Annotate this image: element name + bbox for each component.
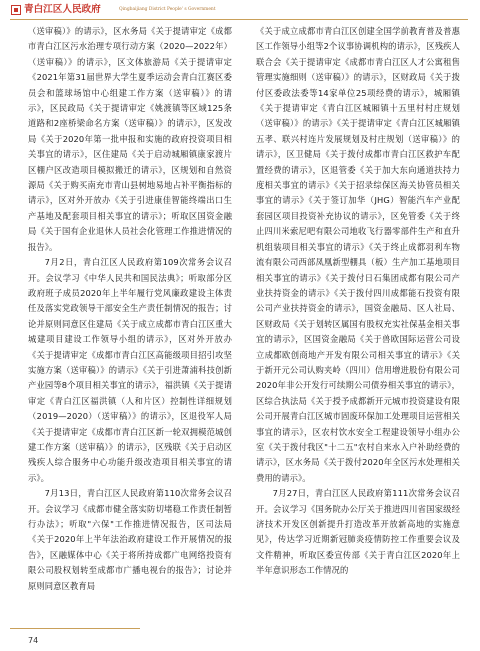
header-title: 青白江区人民政府 bbox=[24, 4, 101, 15]
page-number: 74 bbox=[28, 636, 39, 645]
header-divider bbox=[10, 19, 468, 20]
left-column bbox=[28, 24, 232, 594]
left-paragraph-2: 7月2日，青白江区人民政府第109次常务会议召开。会议学习《中华人民共和国民法典》；听取部分区政府班子成员2020年上半年履行党风廉政建设主体责任及落实党政领导干部安全生产责任制情况的报告；讨论并原则同意区住建局《关于成立成都市青白江区重大城建项目建设工作领导小组的请示》，区对外开放办《关于提请审定《成都市青白江区高能级项目招引攻坚实施方案（送审稿）》的请示》《关于引进萧浦科技创新产业园等8个项目相关事宜的请示》，福洪镇《关于提请审定《青白江区福洪镇（人和片区）控制性详细规划（2019—2020）（送审稿）》的请示》，区退役军人局《关于提请审定《成都市青白江区新一轮双拥模范城创建工作方案（送审稿）》的请示》，区残联《关于启动区残疾人综合服务中心功能升级改造项目相关事宜的请示》。 bbox=[28, 257, 232, 483]
page-header bbox=[0, 0, 480, 20]
header-subtitle: Qingbaijiang District People' s Government bbox=[119, 7, 216, 12]
footer-divider bbox=[10, 628, 140, 629]
right-paragraph-2: 7月27日，青白江区人民政府第111次常务会议召开。会议学习《国务院办公厅关于推进四川省国家级经济技术开发区创新提升打造改革开放新高地的实施意见》，传达学习近期新冠肺炎疫情防控工作重要会议及文件精神，听取区委宣传部《关于青白江区2020年上半年意识形态工作情况的 bbox=[256, 488, 460, 576]
right-column bbox=[256, 24, 460, 579]
district-emblem-icon bbox=[11, 5, 21, 15]
left-paragraph-1: （送审稿）》的请示》，区水务局《关于提请审定《成都市青白江区污水治理专项行动方案（2020—2022年）（送审稿）》的请示》，区文体旅游局《关于提请审定《2021年第31届世界大学生夏季运动会青白江赛区委员会和篮球场馆中心组建工作方案（送审稿）》的请示》，区民政局《关于提请审定《姚渡镇等区域125条道路和2座桥梁命名方案（送审稿）》的请示》，区发改局《关于2020年第一批申报和实施的政府投资项目相关事宜的请示》，区住建局《关于启动城厢镇康家渡片区棚户区改造项目模拟搬迁的请示》，区规划和自然资源局《关于购买南充市青山县树地易地占补平衡指标的请示》，区对外开放办《关于引进康佳智能终端出口生产基地及配套项目相关事宜的请示》；听取区国资金融局《关于国有企业退休人员社会化管理工作推进情况的报告》。 bbox=[28, 26, 232, 252]
left-paragraph-3: 7月13日，青白江区人民政府第110次常务会议召开。会议学习《成都市健全落实防切堵稳工作责任制暂行办法》；听取"六保"工作推进情况报告，区司法局《关于2020年上半年法治政府建设工作开展情况的报告》，区融媒体中心《关于将所持成都广电网络投资有限公司股权划转至成都市广播电视台的报告》；讨论并原则同意区教育局 bbox=[28, 488, 232, 591]
right-paragraph-1: 《关于成立成都市青白江区创建全国学前教育普及普惠区工作领导小组等2个议事协调机构的请示》，区残疾人联合会《关于提请审定《成都市青白江区人才公寓租售管理实施细则（送审稿）》的请示》，区财政局《关于拨付区委政法委等14家单位25项经费的请示》，城厢镇《关于提请审定《青白江区城厢镇十五里村村庄规划（送审稿）》的请示》《关于提请审定《青白江区城厢镇五孝、联兴村连片发展规划及村庄规划（送审稿）》的请示》，区卫健局《关于拨付成都市青白江区救护车配置经费的请示》，区退管委《关于加大东向通道扶持力度相关事宜的请示》《关于招录综保区海关协管员相关事宜的请示》《关于签订加华（JHG）智能汽车产业配套园区项目投资补充协议的请示》，区免管委《关于终止四川米索尼吧有限公司地收飞行器零部件生产和直升机组装项目相关事宜的请示》《关于终止成都羽利车物流有限公司西部凤凰新型棚具（板）生产加工基地项目相关事宜的请示》《关于拨付日石集团成都有限公司产业扶持资金的请示》《关于拨付四川成都能石投资有限公司产业扶持资金的请示》，国资金融局、区人社局、区财政局《关于划转区属国有股权充实社保基金相关事宜的请示》，区国资金融局《关于兽欧国际运营公司设立成都欧创商地产开发有限公司相关事宜的请示》《关于新开元公司认购夹岭（四川）信用增进股份有限公司2020年非公开发行可续期公司债券相关事宜的请示》，区综合执法局《关于授予成都新开元城市投资建设有限公司开展青白江区城市固废环保加工处理项目运营相关事宜的请示》，区农村饮水安全工程建设领导小组办公室《关于拨付我区"十二五"农村自来水入户补助经费的请示》，区水务局《关于拨付2020年全区污水处理相关费用的请示》。 bbox=[256, 26, 460, 483]
